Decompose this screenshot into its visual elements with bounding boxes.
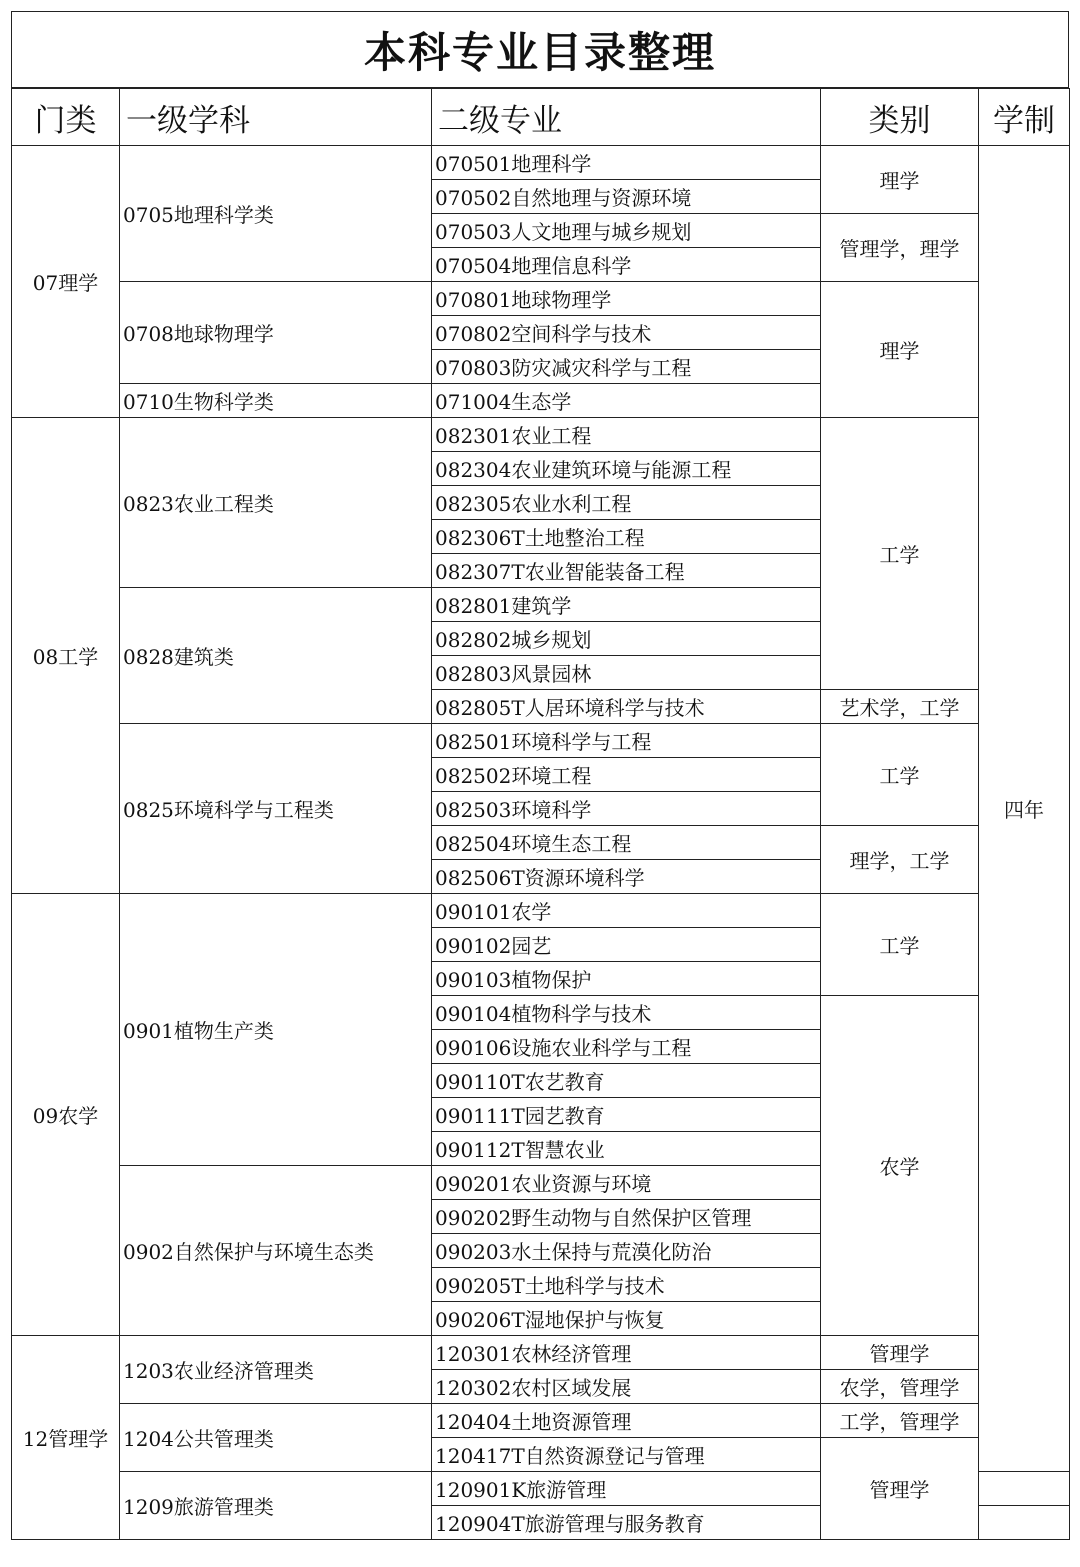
- major-cell: 090110T农艺教育: [432, 1064, 821, 1098]
- major-cell: 090103植物保护: [432, 962, 821, 996]
- major-cell: 090205T土地科学与技术: [432, 1268, 821, 1302]
- first-level-cell: 0710生物科学类: [120, 384, 432, 418]
- major-cell: 120417T自然资源登记与管理: [432, 1438, 821, 1472]
- first-level-cell: 0901植物生产类: [120, 894, 432, 1166]
- major-cell: 070802空间科学与技术: [432, 316, 821, 350]
- major-cell: 082305农业水利工程: [432, 486, 821, 520]
- first-level-cell: 0823农业工程类: [120, 418, 432, 588]
- first-level-cell: 1209旅游管理类: [120, 1472, 432, 1540]
- major-cell: 070501地理科学: [432, 146, 821, 180]
- major-cell: 082504环境生态工程: [432, 826, 821, 860]
- major-cell: 090202野生动物与自然保护区管理: [432, 1200, 821, 1234]
- header-door: 门类: [12, 89, 120, 146]
- category-cell: 工学: [821, 724, 979, 826]
- major-cell: 090111T园艺教育: [432, 1098, 821, 1132]
- major-cell: 082307T农业智能装备工程: [432, 554, 821, 588]
- door-cell: 09农学: [12, 894, 120, 1336]
- category-cell: 工学: [821, 418, 979, 690]
- table-row: [12, 1336, 1070, 1370]
- door-cell: 08工学: [12, 418, 120, 894]
- major-cell: 070502自然地理与资源环境: [432, 180, 821, 214]
- category-cell: 理学: [821, 146, 979, 214]
- major-cell: 120301农林经济管理: [432, 1336, 821, 1370]
- category-cell: 管理学，理学: [821, 214, 979, 282]
- major-cell: 070803防灾减灾科学与工程: [432, 350, 821, 384]
- category-cell: 工学，管理学: [821, 1404, 979, 1438]
- category-cell: 艺术学，工学: [821, 690, 979, 724]
- major-cell: 082306T土地整治工程: [432, 520, 821, 554]
- major-cell: 090112T智慧农业: [432, 1132, 821, 1166]
- header-first-level: 一级学科: [120, 89, 432, 146]
- table-row: [12, 282, 1070, 316]
- first-level-cell: 1203农业经济管理类: [120, 1336, 432, 1404]
- duration-cell: 四年: [979, 146, 1070, 1472]
- major-cell: 082301农业工程: [432, 418, 821, 452]
- door-cell: 07理学: [12, 146, 120, 418]
- category-cell: 农学，管理学: [821, 1370, 979, 1404]
- major-cell: 120904T旅游管理与服务教育: [432, 1506, 821, 1540]
- empty-duration-cell: [979, 1506, 1070, 1540]
- major-cell: 082805T人居环境科学与技术: [432, 690, 821, 724]
- category-cell: 工学: [821, 894, 979, 996]
- major-catalog-table: [11, 88, 1070, 1540]
- category-cell: 农学: [821, 996, 979, 1336]
- major-cell: 120901K旅游管理: [432, 1472, 821, 1506]
- major-cell: 082803风景园林: [432, 656, 821, 690]
- category-cell: 理学，工学: [821, 826, 979, 894]
- category-cell: 管理学: [821, 1438, 979, 1540]
- major-cell: 082801建筑学: [432, 588, 821, 622]
- major-cell: 070503人文地理与城乡规划: [432, 214, 821, 248]
- major-cell: 090101农学: [432, 894, 821, 928]
- header-duration: 学制: [979, 89, 1070, 146]
- major-cell: 090106设施农业科学与工程: [432, 1030, 821, 1064]
- category-cell: 管理学: [821, 1336, 979, 1370]
- major-cell: 070801地球物理学: [432, 282, 821, 316]
- major-cell: 082502环境工程: [432, 758, 821, 792]
- major-cell: 082304农业建筑环境与能源工程: [432, 452, 821, 486]
- table-row: [12, 724, 1070, 758]
- major-cell: 082501环境科学与工程: [432, 724, 821, 758]
- first-level-cell: 0825环境科学与工程类: [120, 724, 432, 894]
- first-level-cell: 1204公共管理类: [120, 1404, 432, 1472]
- catalog-sheet: [11, 11, 1069, 1556]
- table-row: [12, 894, 1070, 928]
- major-cell: 070504地理信息科学: [432, 248, 821, 282]
- major-cell: 071004生态学: [432, 384, 821, 418]
- major-cell: 120404土地资源管理: [432, 1404, 821, 1438]
- major-cell: 082503环境科学: [432, 792, 821, 826]
- header-category: 类别: [821, 89, 979, 146]
- major-cell: 090102园艺: [432, 928, 821, 962]
- first-level-cell: 0828建筑类: [120, 588, 432, 724]
- first-level-cell: 0705地理科学类: [120, 146, 432, 282]
- category-cell: 理学: [821, 282, 979, 418]
- page-title: 本科专业目录整理: [11, 11, 1069, 88]
- table-row: [12, 418, 1070, 452]
- first-level-cell: 0708地球物理学: [120, 282, 432, 384]
- table-row: [12, 146, 1070, 180]
- major-cell: 082506T资源环境科学: [432, 860, 821, 894]
- first-level-cell: 0902自然保护与环境生态类: [120, 1166, 432, 1336]
- table-row: [12, 1404, 1070, 1438]
- major-cell: 090104植物科学与技术: [432, 996, 821, 1030]
- major-cell: 120302农村区域发展: [432, 1370, 821, 1404]
- empty-duration-cell: [979, 1472, 1070, 1506]
- header-row: [12, 89, 1070, 146]
- header-second-level: 二级专业: [432, 89, 821, 146]
- door-cell: 12管理学: [12, 1336, 120, 1540]
- major-cell: 090201农业资源与环境: [432, 1166, 821, 1200]
- major-cell: 090203水土保持与荒漠化防治: [432, 1234, 821, 1268]
- major-cell: 090206T湿地保护与恢复: [432, 1302, 821, 1336]
- major-cell: 082802城乡规划: [432, 622, 821, 656]
